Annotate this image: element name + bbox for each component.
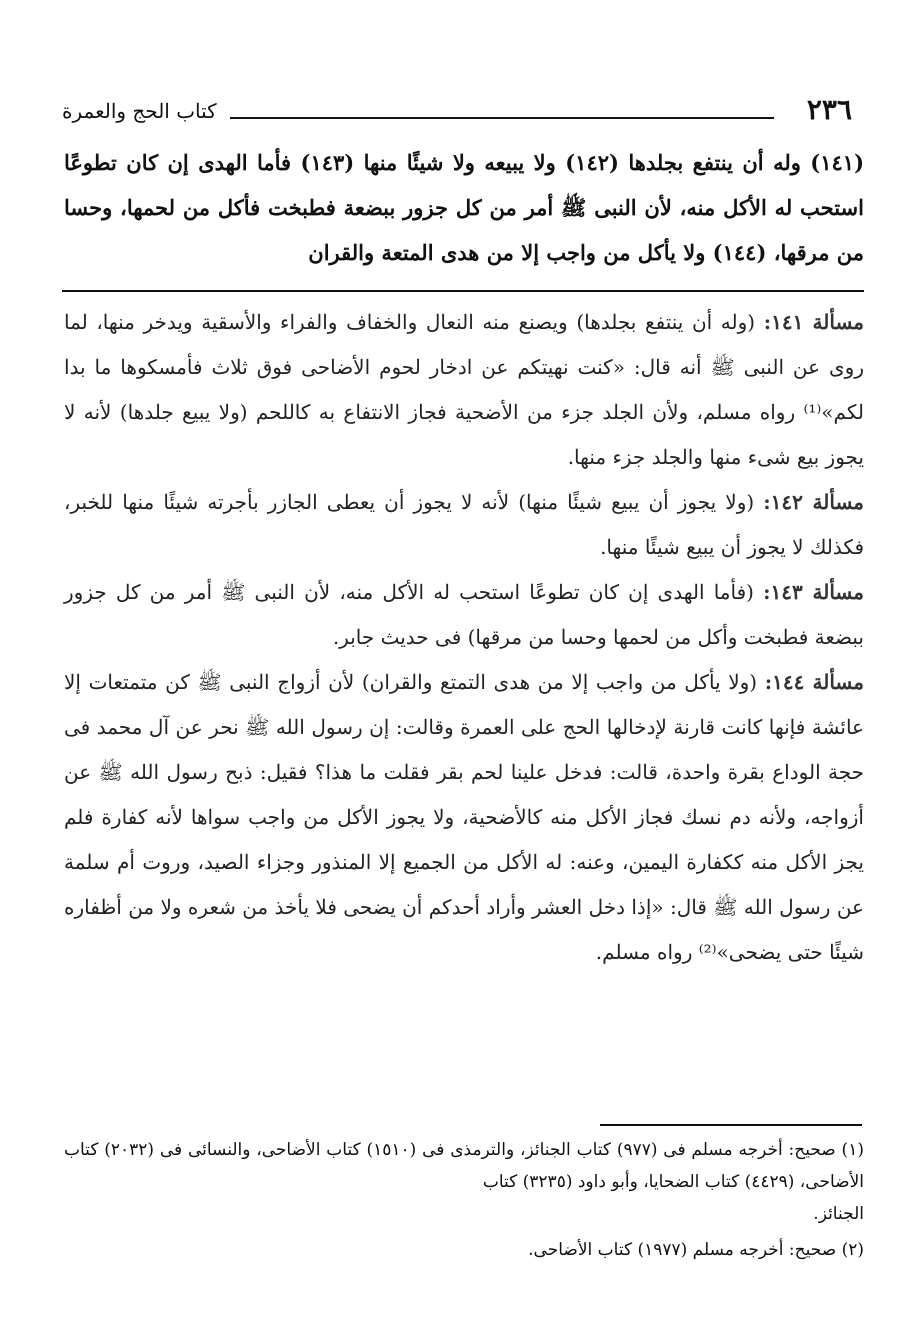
running-title: كتاب الحج والعمرة bbox=[62, 99, 217, 123]
masalah-143-label: مسألة ١٤٣: bbox=[763, 580, 864, 604]
masalah-144-label: مسألة ١٤٤: bbox=[764, 670, 864, 694]
masalah-141-text: (وله أن ينتفع بجلدها) ويصنع منه النعال والخفاف والفراء والأسقية ويدخر منها، لما روى عن النبى ﷺ أنه قال: «كنت نهيتكم عن ادخار لحوم الأضاحى فوق ثلاث فأمسكوها ما بدا لكم»⁽¹⁾ رواه مسلم، ولأن الجلد جزء من الأضحية فجاز الانتفاع به كاللحم (ولا يبيع جلدها) لأنه لا يجوز بيع شىء منها والجلد جزء منها. bbox=[64, 310, 864, 469]
commentary bbox=[64, 300, 864, 975]
footnote-2: (٢) صحيح: أخرجه مسلم (١٩٧٧) كتاب الأضاحى. bbox=[528, 1240, 864, 1260]
masalah-143-text: (فأما الهدى إن كان تطوعًا استحب له الأكل منه، لأن النبى ﷺ أمر من كل جزور ببضعة فطبخت وأكل من لحمها وحسا من مرقها) فى حديث جابر. bbox=[64, 580, 864, 649]
masalah-143 bbox=[64, 570, 864, 660]
footnote-1-tail: الجنائز. bbox=[813, 1204, 864, 1224]
masalah-142 bbox=[64, 480, 864, 570]
footnote-1-text: (١) صحيح: أخرجه مسلم فى (٩٧٧) كتاب الجنائز، والترمذى فى (١٥١٠) كتاب الأضاحى، والنسائى فى (٢٠٣٢) كتاب الأضاحى، (٤٤٢٩) كتاب الضحايا، وأبو داود (٣٢٣٥) كتاب bbox=[64, 1140, 864, 1192]
masalah-141 bbox=[64, 300, 864, 480]
masalah-142-text: (ولا يجوز أن يبيع شيئًا منها) لأنه لا يجوز أن يعطى الجازر بأجرته شيئًا منها للخبر، فكذلك لا يجوز أن يبيع شيئًا منها. bbox=[64, 490, 864, 559]
masalah-144-text: (ولا يأكل من واجب إلا من هدى التمتع والقران) لأن أزواج النبى ﷺ كن متمتعات إلا عائشة فإنها كانت قارنة لإدخالها الحج على العمرة وقالت: إن رسول الله ﷺ نحر عن آل محمد فى حجة الوداع بقرة واحدة، قالت: فدخل علينا لحم بقر فقلت ما هذا؟ فقيل: ذبح رسول الله ﷺ عن أزواجه، ولأنه دم نسك فجاز الأكل منه كالأضحية، ولا يجوز الأكل من واجب سواها لأنه كفارة فلم يجز الأكل منه ككفارة اليمين، وعنه: له الأكل من الجميع إلا المنذور وجزاء الصيد، وروت أم سلمة عن رسول الله ﷺ قال: «إذا دخل العشر وأراد أحدكم أن يضحى فلا يأخذ من شعره ولا من أظفاره شيئًا حتى يضحى»⁽²⁾ رواه مسلم. bbox=[64, 670, 864, 964]
masalah-144 bbox=[64, 660, 864, 975]
masalah-142-label: مسألة ١٤٢: bbox=[763, 490, 865, 514]
footnotes bbox=[64, 1134, 864, 1270]
header-rule bbox=[230, 117, 774, 119]
footnote-rule bbox=[600, 1124, 862, 1126]
section-divider bbox=[62, 290, 864, 292]
footnote-1 bbox=[64, 1134, 864, 1230]
main-text bbox=[64, 140, 864, 275]
page-header bbox=[62, 95, 852, 129]
page-number: ٢٣٦ bbox=[806, 93, 852, 126]
masalah-141-label: مسألة ١٤١: bbox=[763, 310, 865, 334]
main-text-paragraph: (١٤١) وله أن ينتفع بجلدها (١٤٢) ولا يبيعه ولا شيئًا منها (١٤٣) فأما الهدى إن كان تطوعًا استحب له الأكل منه، لأن النبى ﷺ أمر من كل جزور ببضعة فطبخت فأكل من لحمها، وحسا من مرقها، (١٤٤) ولا يأكل من واجب إلا من هدى المتعة والقران bbox=[64, 150, 865, 265]
